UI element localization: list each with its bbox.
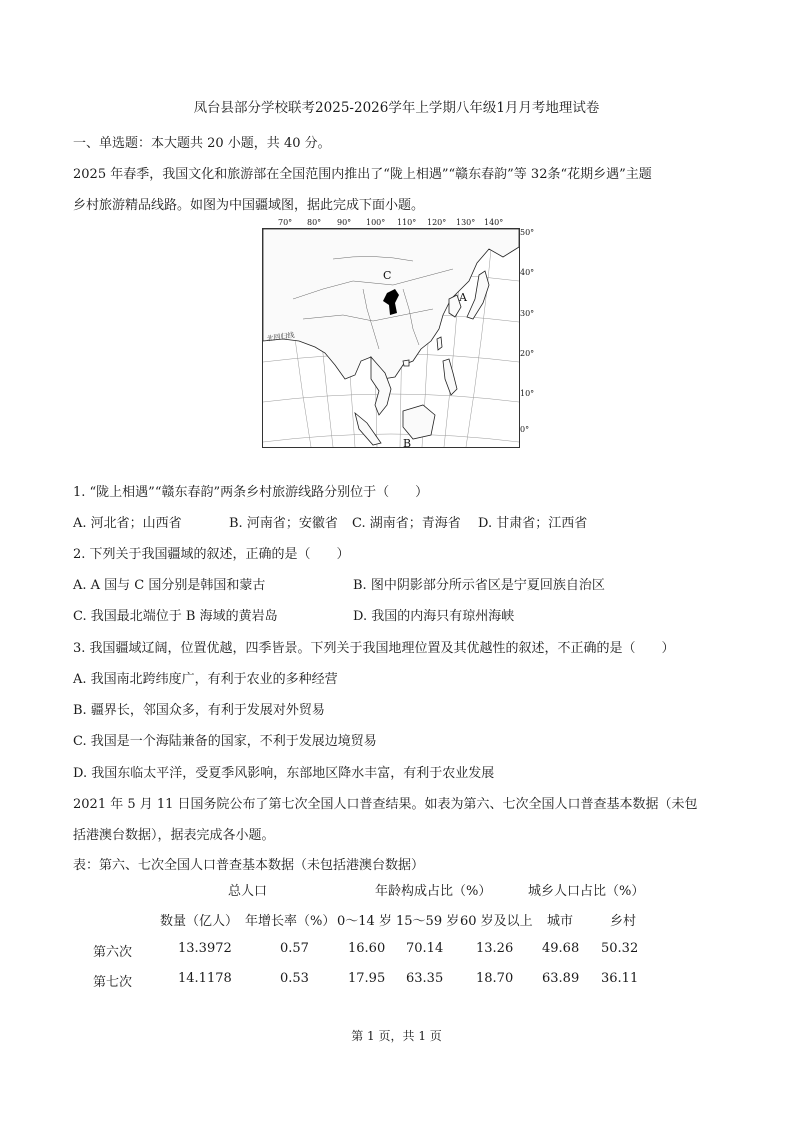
table-cell: 36.11 (601, 971, 639, 986)
q1-stem: 1. “陇上相遇”“赣东春韵”两条乡村旅游线路分别位于（ ） (73, 485, 429, 500)
q2-option-b[interactable]: B. 图中阴影部分所示省区是宁夏回族自治区 (353, 578, 605, 593)
tropic-of-cancer-label: 北回归线 (266, 331, 296, 343)
lon-label: 140° (484, 218, 504, 227)
q1-option-a[interactable]: A. 河北省；山西省 (73, 516, 182, 531)
map-frame (262, 228, 520, 448)
table-cell: 13.26 (476, 941, 514, 956)
table-row-label: 第六次 (93, 945, 133, 960)
table-row-label: 第七次 (93, 975, 133, 990)
q3-option-a[interactable]: A. 我国南北跨纬度广，有利于农业的多种经营 (73, 672, 338, 687)
q3-option-d[interactable]: D. 我国东临太平洋，受夏季风影响，东部地区降水丰富，有利于农业发展 (73, 766, 495, 781)
table-cell: 50.32 (601, 941, 639, 956)
q1-option-d[interactable]: D. 甘肃省；江西省 (478, 516, 588, 531)
table-column-header: 0～14 岁 (337, 914, 392, 929)
table-cell: 49.68 (542, 941, 580, 956)
q2-option-a[interactable]: A. A 国与 C 国分别是韩国和蒙古 (73, 578, 266, 593)
q2-option-d[interactable]: D. 我国的内海只有琼州海峡 (353, 609, 515, 624)
table-group-header: 总人口 (228, 884, 268, 899)
lon-label: 130° (456, 218, 476, 227)
lat-label: 20° (520, 349, 535, 358)
table-cell: 0.53 (280, 971, 309, 986)
table-caption: 表：第六、七次全国人口普查基本数据（未包括港澳台数据） (73, 858, 425, 873)
q3-stem: 3. 我国疆域辽阔，位置优越，四季皆景。下列关于我国地理位置及其优越性的叙述，不正确的是（ ） (73, 641, 675, 656)
lon-label: 90° (337, 218, 352, 227)
lat-label: 30° (520, 309, 535, 318)
table-column-header: 城市 (547, 914, 574, 929)
table-column-header: 年增长率（%） (245, 914, 336, 929)
table-cell: 13.3972 (178, 941, 232, 956)
lat-label: 50° (520, 228, 535, 237)
map-letter-c: C (383, 269, 392, 282)
lat-label: 10° (520, 389, 535, 398)
china-territory-map (262, 218, 550, 448)
table-cell: 16.60 (348, 941, 386, 956)
lon-label: 100° (366, 218, 386, 227)
q3-option-c[interactable]: C. 我国是一个海陆兼备的国家，不利于发展边境贸易 (73, 734, 377, 749)
table-cell: 0.57 (280, 941, 309, 956)
table-cell: 70.14 (406, 941, 444, 956)
map-letter-a: A (459, 291, 467, 304)
lon-label: 70° (278, 218, 293, 227)
lon-label: 120° (427, 218, 447, 227)
lat-label: 0° (520, 425, 530, 434)
map-letter-b: B (403, 437, 412, 447)
table-cell: 17.95 (348, 971, 386, 986)
intro2-line-1: 2021 年 5 月 11 日国务院公布了第七次全国人口普查结果。如表为第六、七次全国人口普查基本数据（未包 (73, 797, 698, 812)
table-group-header: 年龄构成占比（%） (375, 884, 492, 899)
q1-option-b[interactable]: B. 河南省；安徽省 (229, 516, 338, 531)
q3-option-b[interactable]: B. 疆界长，邻国众多，有利于发展对外贸易 (73, 703, 325, 718)
exam-title: 凤台县部分学校联考2025-2026学年上学期八年级1月月考地理试卷 (193, 100, 600, 116)
lon-label: 110° (397, 218, 417, 227)
table-column-header: 数量（亿人） (160, 914, 239, 929)
section-heading: 一、单选题：本大题共 20 小题，共 40 分。 (73, 136, 331, 151)
q1-option-c[interactable]: C. 湖南省；青海省 (352, 516, 461, 531)
table-cell: 18.70 (476, 971, 514, 986)
table-column-header: 15～59 岁 (396, 914, 460, 929)
table-group-header: 城乡人口占比（%） (528, 884, 645, 899)
intro2-line-2: 括港澳台数据），据表完成各小题。 (73, 828, 275, 843)
lon-label: 80° (307, 218, 322, 227)
map-drawing (263, 229, 519, 447)
lat-label: 40° (520, 268, 535, 277)
q2-option-c[interactable]: C. 我国最北端位于 B 海域的黄岩岛 (73, 609, 278, 624)
table-cell: 63.89 (542, 971, 580, 986)
intro-line-1: 2025 年春季，我国文化和旅游部在全国范围内推出了“陇上相遇”“赣东春韵”等 32条“花期乡遇”主题 (73, 167, 652, 182)
page-footer: 第 1 页，共 1 页 (351, 1029, 442, 1043)
intro-line-2: 乡村旅游精品线路。如图为中国疆域图，据此完成下面小题。 (73, 198, 425, 213)
table-cell: 63.35 (406, 971, 444, 986)
table-column-header: 60 岁及以上 (460, 914, 533, 929)
table-cell: 14.1178 (178, 971, 232, 986)
table-column-header: 乡村 (610, 914, 637, 929)
q2-stem: 2. 下列关于我国疆域的叙述，正确的是（ ） (73, 547, 350, 562)
